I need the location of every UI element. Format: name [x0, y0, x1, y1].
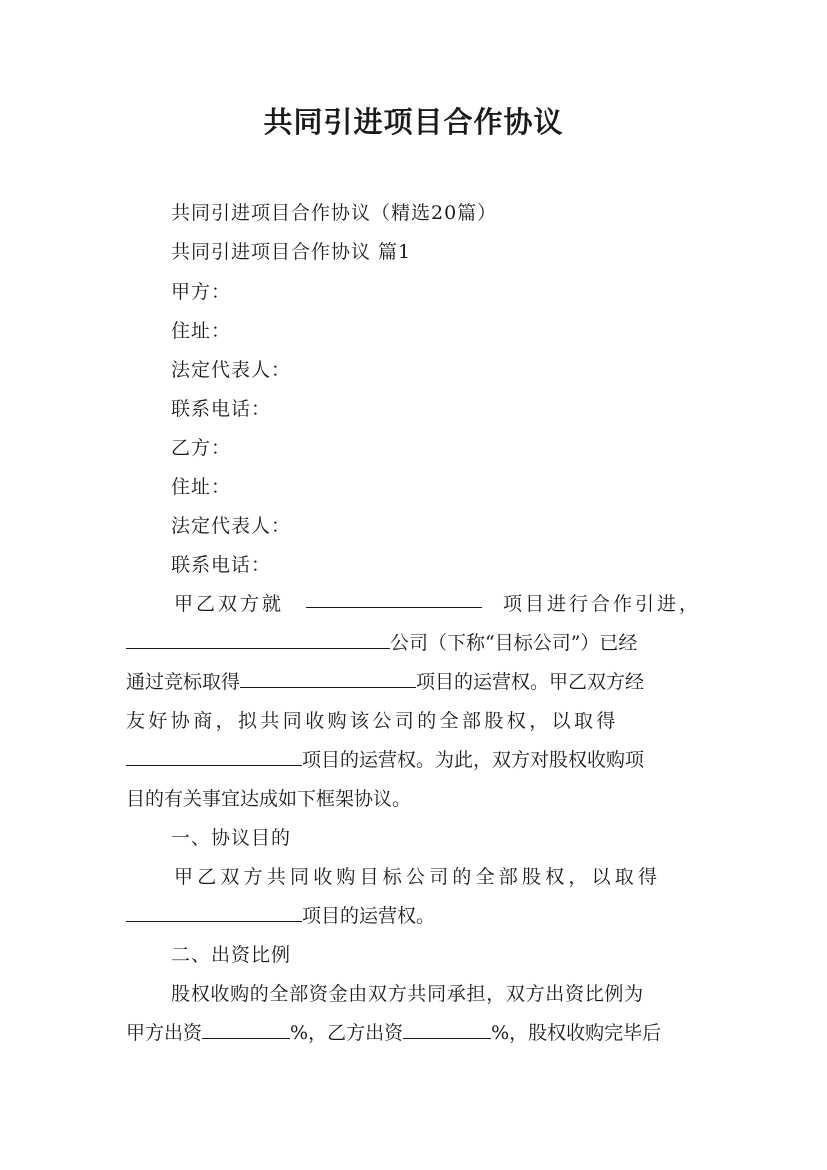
party-b-address: 住址： [171, 476, 232, 498]
intro-line-5 [126, 745, 701, 772]
section-1-line-1: 甲乙双方共同收购目标公司的全部股权，以取得 [174, 866, 662, 888]
article-heading: 共同引进项目合作协议 篇1 [171, 241, 412, 263]
subtitle: 共同引进项目合作协议（精选20篇） [171, 202, 498, 224]
party-b-representative: 法定代表人： [171, 515, 292, 537]
blank-line [126, 630, 390, 649]
intro-text: 公司（下称“目标公司”）已经 [390, 632, 638, 654]
section-1-heading: 一、协议目的 [171, 827, 292, 849]
intro-line-4: 友好协商，拟共同收购该公司的全部股权，以取得 [126, 710, 619, 732]
blank-line [126, 747, 302, 766]
blank-line [202, 1020, 290, 1039]
party-b-phone: 联系电话： [171, 554, 272, 576]
party-a-phone: 联系电话： [171, 398, 272, 420]
intro-line-6: 目的有关事宜达成如下框架协议。 [126, 788, 412, 810]
intro-text: 项目进行合作引进， [502, 593, 701, 615]
blank-line [126, 903, 302, 922]
document-title: 共同引进项目合作协议 [263, 105, 564, 139]
intro-text: 项目的运营权。为此，双方对股权收购项 [302, 749, 645, 771]
section-2-line-2 [126, 1018, 701, 1045]
section-1-text: 项目的运营权。 [302, 905, 436, 927]
section-2-heading: 二、出资比例 [171, 944, 292, 966]
intro-line-1 [174, 589, 701, 616]
blank-line [240, 669, 416, 688]
intro-line-3 [126, 667, 701, 694]
intro-text: 项目的运营权。甲乙双方经 [416, 671, 645, 693]
intro-line-2 [126, 628, 701, 655]
section-2-text: %，乙方出资 [290, 1022, 404, 1044]
blank-line [306, 589, 482, 608]
blank-line [403, 1020, 491, 1039]
party-a-label: 甲方： [171, 281, 232, 303]
party-a-representative: 法定代表人： [171, 359, 292, 381]
intro-text: 通过竞标取得 [126, 671, 241, 693]
intro-text: 甲乙双方就 [174, 593, 285, 615]
section-2-text: 甲方出资 [126, 1022, 203, 1044]
section-1-line-2 [126, 901, 701, 928]
section-2-text: %，股权收购完毕后 [491, 1022, 662, 1044]
party-a-address: 住址： [171, 320, 232, 342]
section-2-line-1: 股权收购的全部资金由双方共同承担，双方出资比例为 [171, 983, 644, 1005]
party-b-label: 乙方： [171, 437, 232, 459]
